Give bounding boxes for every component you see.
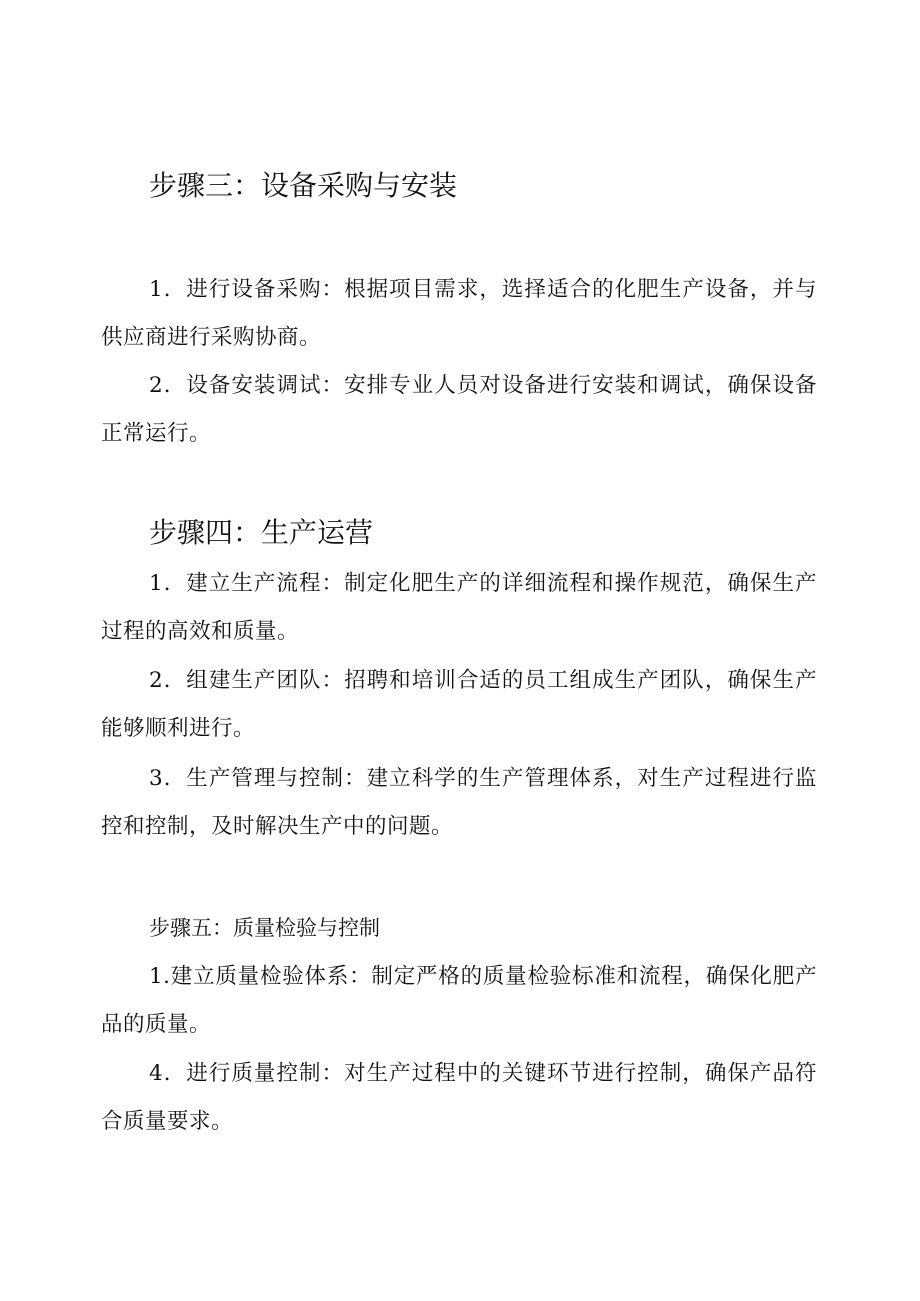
paragraph-step5-item2: 4．进行质量控制：对生产过程中的关键环节进行控制，确保产品符合质量要求。 xyxy=(101,1061,817,1134)
paragraph-step4-item2: 2．组建生产团队：招聘和培训合适的员工组成生产团队，确保生产能够顺利进行。 xyxy=(101,668,817,741)
paragraph-step4-item3: 3．生产管理与控制：建立科学的生产管理体系，对生产过程进行监控和控制，及时解决生产中的问题。 xyxy=(101,766,817,839)
paragraph-step5-item1: 1.建立质量检验体系：制定严格的质量检验标准和流程，确保化肥产品的质量。 xyxy=(101,964,817,1037)
paragraph-step3-item2: 2．设备安装调试：安排专业人员对设备进行安装和调试，确保设备正常运行。 xyxy=(101,373,817,446)
section-heading-step4: 步骤四：生产运营 xyxy=(149,516,374,549)
paragraph-step3-item1: 1．进行设备采购：根据项目需求，选择适合的化肥生产设备，并与供应商进行采购协商。 xyxy=(101,277,817,350)
paragraph-step4-item1: 1．建立生产流程：制定化肥生产的详细流程和操作规范，确保生产过程的高效和质量。 xyxy=(101,571,817,644)
section-heading-step3: 步骤三：设备采购与安装 xyxy=(149,169,458,202)
section-heading-step5: 步骤五：质量检验与控制 xyxy=(149,916,380,940)
